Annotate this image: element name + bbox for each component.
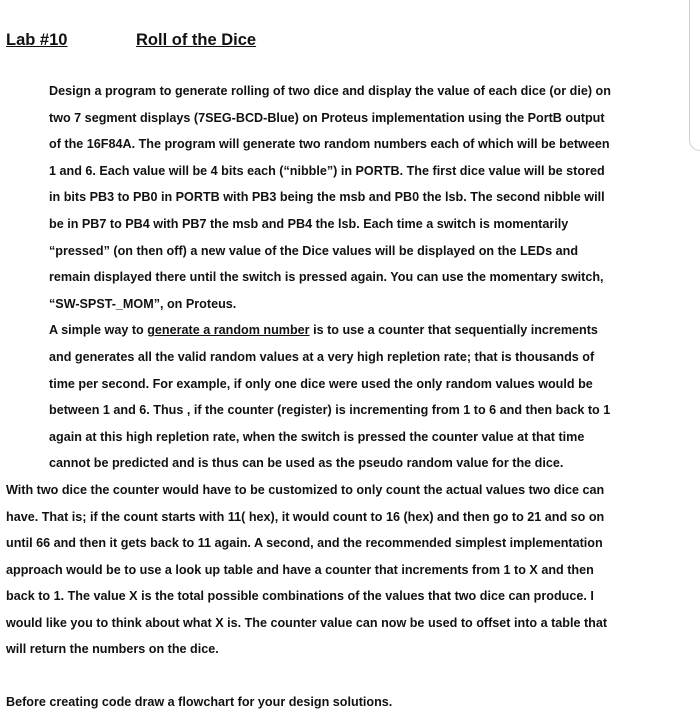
intro-paragraph: Design a program to generate rolling of two dice and display the value of each dice (or die) on two 7 segment displays (7SEG-BCD-Blue) on Proteus implementation using the PortB output of the 16F84A. The program will generate two random numbers each of which will be between 1 and 6. Each value will be 4 bits each (“nibble”) in PORTB. The first dice value will be stored in bits PB3 to PB0 in PORTB with PB3 being the msb and PB0 the lsb. The second nibble will be in PB7 to PB4 with PB7 the msb and PB4 the lsb. Each time a switch is momentarily “pressed” (on then off) a new value of the Dice values will be displayed on the LEDs and remain displayed there until the switch is pressed again. You can use the momentary switch, “SW-SPST-_MOM”, on Proteus. [49, 84, 611, 311]
random-number-link[interactable]: generate a random number [147, 323, 310, 338]
random-paragraph-lead: A simple way to [49, 323, 148, 338]
closing-instruction: Before creating code draw a flowchart for your design solutions. [6, 695, 393, 710]
two-dice-paragraph: With two dice the counter would have to be customized to only count the actual values two dice can have. That is; if the count starts with 11( hex), it would count to 16 (hex) and then go to 21 and so on until 66 and then it gets back to 11 again. A second, and the recommended simplest implementation approach would be to use a look up table and have a counter that increments from 1 to X and then back to 1. The value X is the total possible combinations of the values that two dice can produce. I would like you to think about what X is. The counter value can now be used to offset into a table that will return the numbers on the dice. [6, 482, 608, 657]
random-paragraph-rest: is to use a counter that sequentially increments and generates all the valid random values at a very high repletion rate; that is thousands of time per second. For example, if only one dice were used the only random values would be between 1 and 6. Thus , if the counter (register) is incrementing from 1 to 6 and then back to 1 again at this high repletion rate, when the switch is pressed the counter value at that time cannot be predicted and is thus can be used as the pseudo random value for the dice. [49, 323, 611, 471]
document-body [6, 78, 614, 716]
random-number-paragraph [6, 317, 614, 477]
page-edge-scrollbar[interactable] [689, 0, 700, 151]
document-title: Roll of the Dice [136, 31, 257, 49]
lab-number: Lab #10 [6, 31, 68, 49]
